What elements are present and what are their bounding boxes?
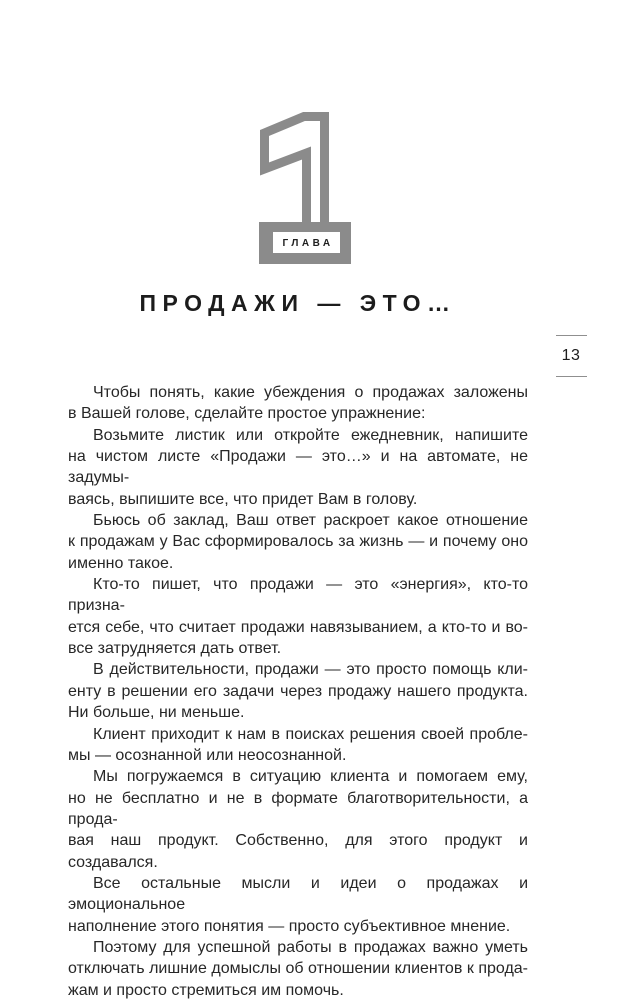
body-line: жам и просто стремиться им помочь. — [68, 981, 344, 999]
body-line: Кто-то пишет, что продажи — это «энергия», кто-то призна- — [68, 576, 528, 615]
body-line: Ни больше, ни меньше. — [68, 704, 245, 722]
body-line: к продажам у Вас сформировалось за жизнь — и почему оно — [68, 533, 528, 551]
page-number: 13 — [561, 347, 581, 364]
chapter-number-figure — [253, 106, 357, 271]
chapter-badge-label: ГЛАВА — [282, 238, 334, 249]
body-line: В действительности, продажи — это просто помощь кли- — [93, 661, 528, 679]
body-line: Поэтому для успешной работы в продажах важно уметь — [93, 938, 528, 956]
body-line: отключать лишние домыслы об отношении клиентов к прода- — [68, 960, 528, 978]
body-line: Возьмите листик или откройте ежедневник, напишите — [93, 426, 528, 444]
body-line: именно такое. — [68, 554, 174, 572]
folio-rule-bottom — [556, 376, 587, 377]
body-line: но не бесплатно и не в формате благотворительности, а прода- — [68, 789, 528, 828]
body-line: вая наш продукт. Собственно, для этого продукт и создавался. — [68, 832, 528, 871]
folio-rule-top — [556, 335, 587, 336]
body-line: Мы погружаемся в ситуацию клиента и помогаем ему, — [93, 768, 528, 786]
chapter-title: ПРОДАЖИ — ЭТО… — [139, 290, 457, 316]
body-line: на чистом листе «Продажи — это…» и на автомате, не задумы- — [68, 448, 528, 487]
body-paragraph — [68, 382, 528, 425]
body-line: ваясь, выпишите все, что придет Вам в голову. — [68, 490, 418, 508]
body-paragraph — [68, 574, 528, 659]
body-paragraph — [68, 510, 528, 574]
body-paragraph — [68, 766, 528, 873]
body-line: в Вашей голове, сделайте простое упражнение: — [68, 405, 426, 423]
body-line: енту в решении его задачи через продажу нашего продукта. — [68, 682, 528, 700]
body-paragraph — [68, 425, 528, 510]
body-line: Клиент приходит к нам в поисках решения своей пробле- — [93, 725, 528, 743]
body-paragraph — [68, 937, 528, 1001]
page-number-block — [553, 335, 589, 377]
body-paragraph — [68, 659, 528, 723]
body-line: все затрудняется дать ответ. — [68, 640, 282, 658]
body-line: ется себе, что считает продажи навязыванием, а кто-то и во- — [68, 618, 528, 636]
body-line: мы — осознанной или неосознанной. — [68, 746, 347, 764]
body-text — [68, 382, 528, 1001]
body-paragraph — [68, 724, 528, 767]
numeral-one-graphic — [253, 106, 357, 271]
body-line: Все остальные мысли и идеи о продажах и эмоциональное — [68, 874, 528, 914]
body-line: наполнение этого понятия — просто субъективное мнение. — [68, 917, 511, 935]
body-paragraph — [68, 873, 528, 937]
body-line: Бьюсь об заклад, Ваш ответ раскроет какое отношение — [93, 512, 528, 530]
body-line: Чтобы понять, какие убеждения о продажах заложены — [93, 384, 528, 401]
